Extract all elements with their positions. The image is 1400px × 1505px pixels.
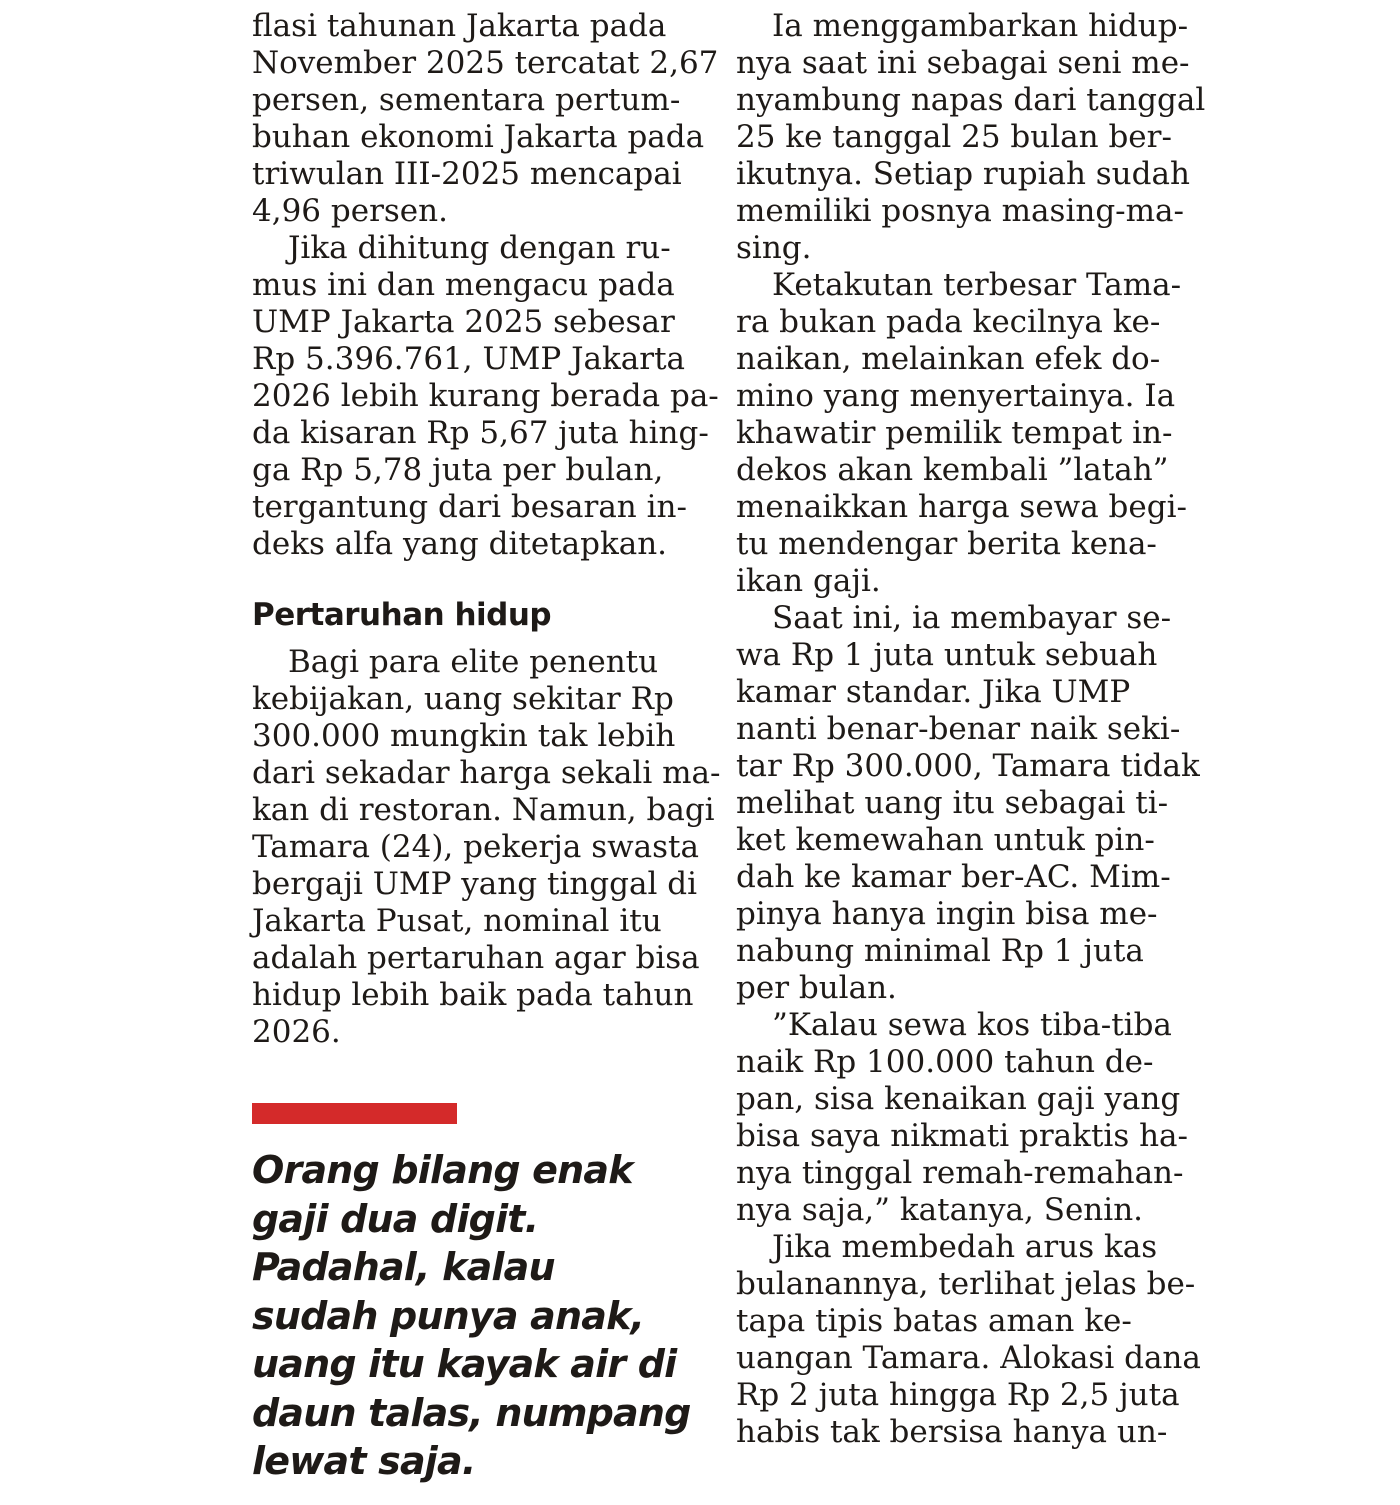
- paragraph-right-3: [736, 600, 1200, 1007]
- text-line: wa Rp 1 juta untuk sebuah: [736, 637, 1158, 673]
- pull-quote-line: Orang bilang enak: [252, 1148, 633, 1192]
- pull-quote-accent-bar: [252, 1103, 457, 1124]
- text-line: nya saja,” katanya, Senin.: [736, 1192, 1144, 1228]
- text-line: kan di restoran. Namun, bagi: [252, 792, 715, 828]
- text-line: ikutnya. Setiap rupiah sudah: [736, 156, 1190, 192]
- text-line: UMP Jakarta 2025 sebesar: [252, 304, 675, 340]
- text-line: uangan Tamara. Alokasi dana: [736, 1340, 1201, 1376]
- pull-quote-line: sudah punya anak,: [252, 1293, 645, 1338]
- text-line: kebijakan, uang sekitar Rp: [252, 681, 674, 717]
- paragraph-right-5: [736, 1229, 1201, 1451]
- text-line: nyambung napas dari tanggal: [736, 82, 1206, 118]
- text-line: bulanannya, terlihat jelas be-: [736, 1266, 1196, 1302]
- text-line: khawatir pemilik tempat in-: [736, 415, 1173, 451]
- paragraph-left-1: [252, 8, 719, 230]
- right-column: [736, 8, 1206, 1451]
- paragraph-right-2: [736, 267, 1187, 600]
- pull-quote-line: Padahal, kalau: [252, 1245, 555, 1289]
- text-line: mus ini dan mengacu pada: [252, 267, 675, 303]
- text-line: Saat ini, ia membayar se-: [772, 600, 1172, 636]
- text-line: 2026.: [252, 1014, 341, 1050]
- text-line: Bagi para elite penentu: [288, 644, 659, 680]
- text-line: ket kemewahan untuk pin-: [736, 822, 1155, 858]
- section-subheading: Pertaruhan hidup: [252, 597, 552, 633]
- text-line: tergantung dari besaran in-: [252, 489, 687, 525]
- text-line: 2026 lebih kurang berada pa-: [252, 378, 719, 414]
- text-line: sing.: [736, 230, 812, 266]
- text-line: pan, sisa kenaikan gaji yang: [736, 1081, 1181, 1117]
- text-line: Ketakutan terbesar Tama-: [772, 267, 1182, 303]
- left-body-text: [252, 8, 719, 563]
- text-line: tar Rp 300.000, Tamara tidak: [736, 748, 1200, 784]
- text-line: naikan, melainkan efek do-: [736, 341, 1161, 377]
- text-line: 4,96 persen.: [252, 193, 448, 229]
- pull-quote: [252, 1146, 692, 1486]
- text-line: Jika membedah arus kas: [772, 1229, 1158, 1265]
- text-line: dekos akan kembali ”latah”: [736, 452, 1169, 488]
- text-line: triwulan III-2025 mencapai: [252, 156, 682, 192]
- text-line: nabung minimal Rp 1 juta: [736, 933, 1144, 969]
- text-line: deks alfa yang ditetapkan.: [252, 526, 668, 562]
- pull-quote-line: uang itu kayak air di: [252, 1342, 677, 1386]
- text-line: Ia menggambarkan hidup-: [772, 8, 1189, 44]
- text-line: Jakarta Pusat, nominal itu: [252, 903, 662, 939]
- pull-quote-line: lewat saja.: [252, 1439, 476, 1483]
- right-body-text: [736, 8, 1206, 1451]
- text-line: bergaji UMP yang tinggal di: [252, 866, 697, 902]
- paragraph-left-2: [252, 230, 719, 563]
- text-line: hidup lebih baik pada tahun: [252, 977, 694, 1013]
- text-line: 300.000 mungkin tak lebih: [252, 718, 676, 754]
- text-line: da kisaran Rp 5,67 juta hing-: [252, 415, 709, 451]
- text-line: ga Rp 5,78 juta per bulan,: [252, 452, 664, 488]
- text-line: nya tinggal remah-remahan-: [736, 1155, 1184, 1191]
- text-line: dah ke kamar ber-AC. Mim-: [736, 859, 1171, 895]
- text-line: Rp 2 juta hingga Rp 2,5 juta: [736, 1377, 1180, 1413]
- text-line: persen, sementara pertum-: [252, 82, 681, 118]
- text-line: naik Rp 100.000 tahun de-: [736, 1044, 1154, 1080]
- text-line: Rp 5.396.761, UMP Jakarta: [252, 341, 686, 377]
- text-line: nanti benar-benar naik seki-: [736, 711, 1181, 747]
- text-line: tapa tipis batas aman ke-: [736, 1303, 1132, 1339]
- text-line: menaikkan harga sewa begi-: [736, 489, 1187, 525]
- text-line: memiliki posnya masing-ma-: [736, 193, 1185, 229]
- text-line: November 2025 tercatat 2,67: [252, 45, 719, 81]
- text-line: mino yang menyertainya. Ia: [736, 378, 1176, 414]
- text-line: tu mendengar berita kena-: [736, 526, 1157, 562]
- text-line: nya saat ini sebagai seni me-: [736, 45, 1190, 81]
- paragraph-right-4: [736, 1007, 1188, 1229]
- text-line: adalah pertaruhan agar bisa: [252, 940, 700, 976]
- text-line: ”Kalau sewa kos tiba-tiba: [772, 1007, 1172, 1043]
- section-paragraph: [252, 644, 721, 1051]
- text-line: pinya hanya ingin bisa me-: [736, 896, 1158, 932]
- left-column: [252, 8, 721, 1486]
- text-line: flasi tahunan Jakarta pada: [252, 8, 667, 44]
- text-line: ra bukan pada kecilnya ke-: [736, 304, 1161, 340]
- paragraph-section: [252, 644, 721, 1051]
- pull-quote-line: daun talas, numpang: [252, 1390, 691, 1435]
- text-line: habis tak bersisa hanya un-: [736, 1414, 1168, 1450]
- text-line: kamar standar. Jika UMP: [736, 674, 1131, 710]
- text-line: Tamara (24), pekerja swasta: [252, 829, 699, 865]
- text-line: 25 ke tanggal 25 bulan ber-: [736, 119, 1172, 155]
- text-line: Jika dihitung dengan ru-: [288, 230, 671, 266]
- paragraph-right-1: [736, 8, 1206, 267]
- pull-quote-line: gaji dua digit.: [252, 1196, 539, 1241]
- text-line: dari sekadar harga sekali ma-: [252, 755, 721, 791]
- text-line: ikan gaji.: [736, 563, 881, 599]
- text-line: bisa saya nikmati praktis ha-: [736, 1118, 1188, 1154]
- text-line: melihat uang itu sebagai ti-: [736, 785, 1169, 821]
- text-line: buhan ekonomi Jakarta pada: [252, 119, 705, 155]
- text-line: per bulan.: [736, 970, 897, 1006]
